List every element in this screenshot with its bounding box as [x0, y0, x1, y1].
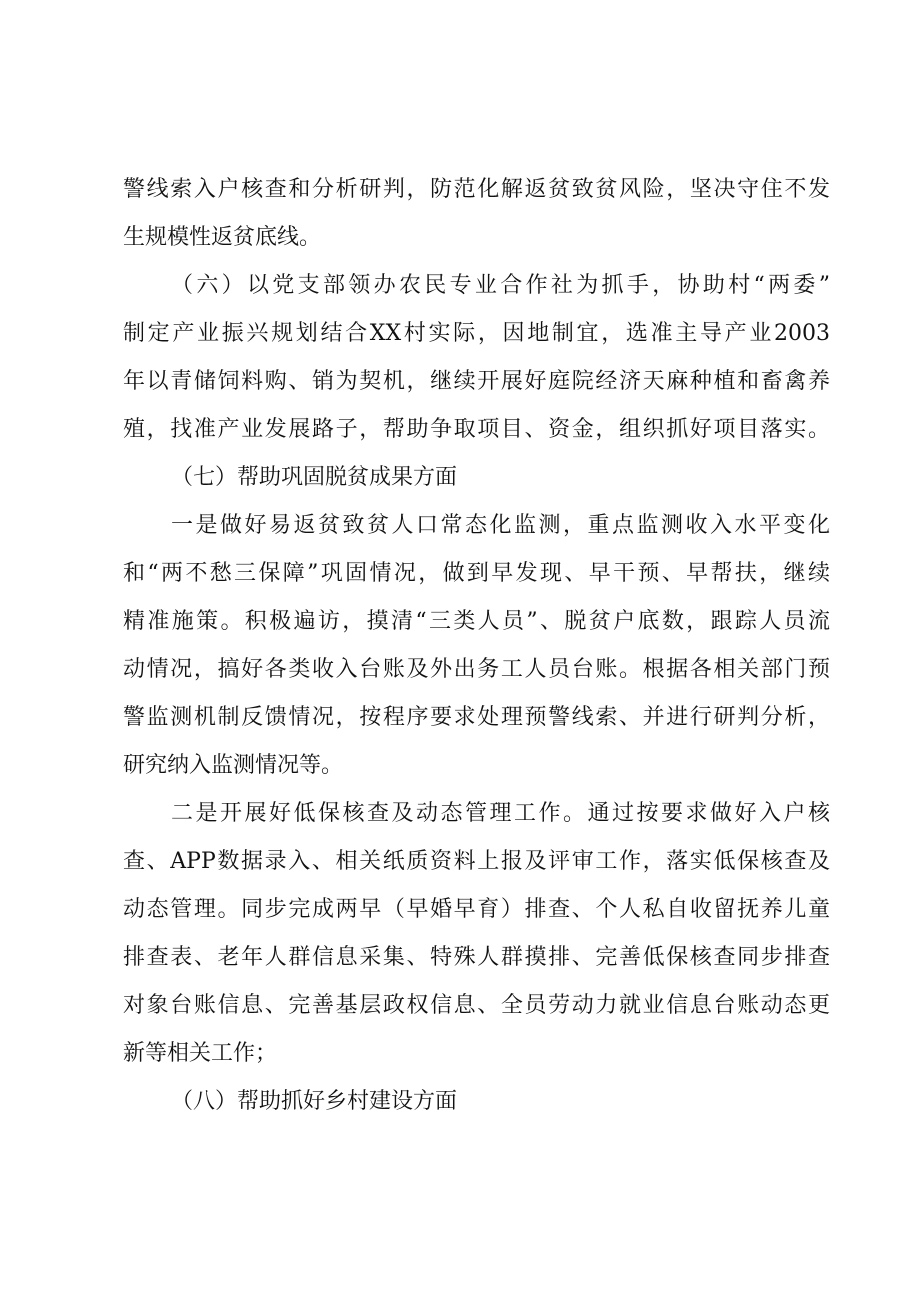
document-body — [123, 166, 830, 1126]
paragraph-section-8-heading — [123, 1078, 830, 1126]
text-line: 排查表、老年人群信息采集、特殊人群摸排、完善低保核查同步排查 — [123, 945, 830, 970]
text-line: 新等相关工作； — [123, 1041, 278, 1066]
text-line: 警监测机制反馈情况，按程序要求处理预警线索、并进行研判分析， — [123, 705, 830, 730]
section-heading-7: （七）帮助巩固脱贫成果方面 — [171, 465, 458, 490]
text-line: 殖，找准产业发展路子，帮助争取项目、资金，组织抓好项目落实。 — [123, 417, 830, 442]
text-line: 警线索入户核查和分析研判，防范化解返贫致贫风险，坚决守住不发 — [123, 177, 830, 202]
paragraph-item-1 — [123, 502, 830, 790]
text-line: 动态管理。同步完成两早（早婚早育）排查、个人私自收留抚养儿童 — [123, 897, 830, 922]
text-line: 一是做好易返贫致贫人口常态化监测，重点监测收入水平变化 — [171, 513, 830, 538]
text-line: 对象台账信息、完善基层政权信息、全员劳动力就业信息台账动态更 — [123, 993, 830, 1018]
text-line: 二是开展好低保核查及动态管理工作。通过按要求做好入户核 — [171, 801, 830, 826]
text-line: 制定产业振兴规划结合XX村实际，因地制宜，选准主导产业2003 — [123, 321, 830, 346]
paragraph-section-6 — [123, 262, 830, 454]
text-line: 和“两不愁三保障”巩固情况，做到早发现、早干预、早帮扶，继续 — [123, 561, 830, 586]
text-line: 年以青储饲料购、销为契机，继续开展好庭院经济天麻种植和畜禽养 — [123, 369, 830, 394]
paragraph-item-2 — [123, 790, 830, 1078]
section-heading-8: （八）帮助抓好乡村建设方面 — [171, 1089, 458, 1114]
text-line: 研究纳入监测情况等。 — [123, 753, 344, 778]
text-line: 动情况，搞好各类收入台账及外出务工人员台账。根据各相关部门预 — [123, 657, 830, 682]
section-heading-6: （六）以党支部领办农民专业合作社为抓手，协助村“两委” — [171, 273, 830, 298]
paragraph-section-7-heading — [123, 454, 830, 502]
text-line: 精准施策。积极遍访，摸清“三类人员”、脱贫户底数，跟踪人员流 — [123, 609, 830, 634]
text-line: 生规模性返贫底线。 — [123, 225, 322, 250]
text-line: 查、APP数据录入、相关纸质资料上报及评审工作，落实低保核查及 — [123, 849, 830, 874]
paragraph-continuation — [123, 166, 830, 262]
